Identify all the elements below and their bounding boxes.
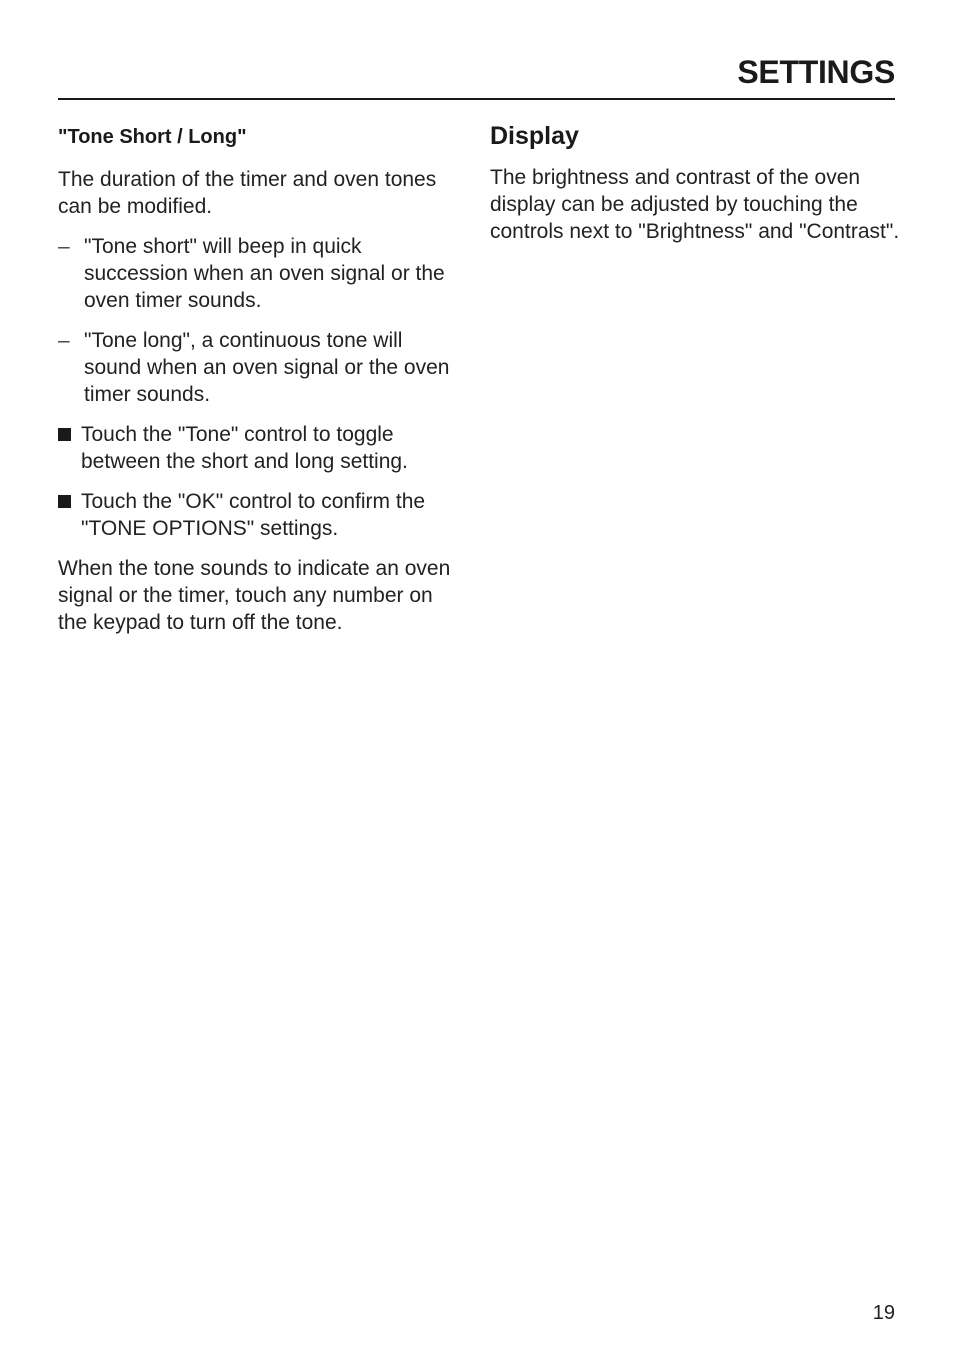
tone-heading: "Tone Short / Long" <box>58 126 247 148</box>
square-bullet-icon <box>58 428 71 441</box>
option-text: "Tone short" will beep in quick succession when an oven signal or the oven timer sounds. <box>84 235 445 312</box>
step-text: Touch the "Tone" control to toggle between the short and long setting. <box>81 423 408 473</box>
step-item-confirm-ok <box>58 488 460 542</box>
option-item-tone-long <box>58 327 460 408</box>
page-header <box>58 50 895 100</box>
option-text: "Tone long", a continuous tone will sound when an oven signal or the oven timer sounds. <box>84 329 450 406</box>
header-divider <box>58 98 895 100</box>
display-section <box>490 121 900 245</box>
step-text: Touch the "OK" control to confirm the "TONE OPTIONS" settings. <box>81 490 426 540</box>
tone-intro: The duration of the timer and oven tones can be modified. <box>58 168 437 218</box>
dash-marker: – <box>58 235 70 258</box>
square-bullet-icon <box>58 495 71 508</box>
display-heading: Display <box>490 122 579 150</box>
dash-marker: – <box>58 329 70 352</box>
tone-section <box>58 121 460 636</box>
step-item-toggle-tone <box>58 421 460 475</box>
page-number: 19 <box>872 1302 895 1324</box>
tone-closing-paragraph: When the tone sounds to indicate an oven signal or the timer, touch any number on the keypad to turn off the tone. <box>58 557 451 634</box>
option-item-tone-short <box>58 233 460 314</box>
display-body: The brightness and contrast of the oven display can be adjusted by touching the controls next to "Brightness" and "Contrast". <box>490 166 900 243</box>
page-title: SETTINGS <box>737 54 895 90</box>
